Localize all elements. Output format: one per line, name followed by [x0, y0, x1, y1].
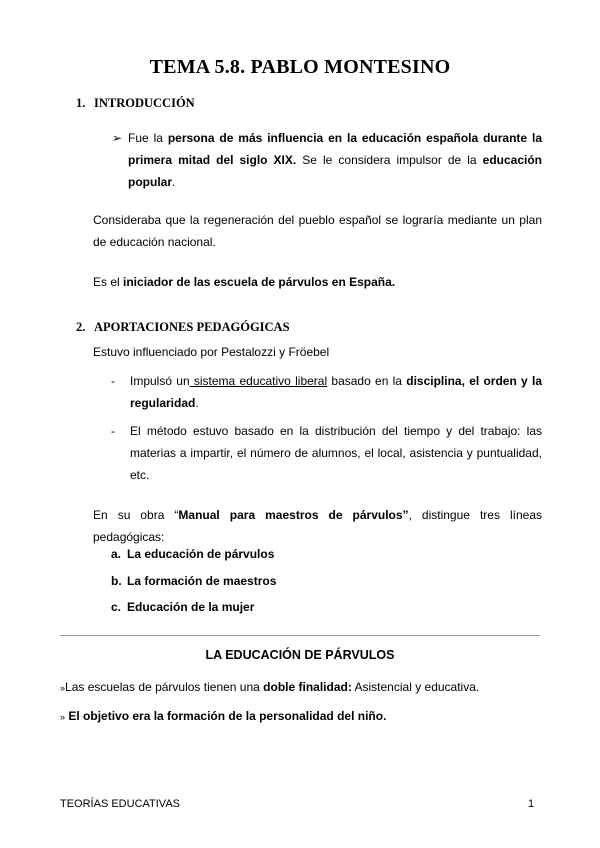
- list-item: Impulsó un sistema educativo liberal basado en la disciplina, el orden y la regularidad.: [130, 374, 542, 410]
- section-1-number: 1.: [76, 96, 86, 110]
- intro-paragraph: Consideraba que la regeneración del pueblo español se lograría mediante un plan de educación nacional.: [93, 213, 542, 249]
- section-2-heading: [76, 320, 290, 335]
- section-divider: [60, 635, 540, 636]
- iniciador-paragraph: Es el iniciador de las escuela de párvulos en España.: [93, 275, 396, 289]
- pedagogical-line: b. La formación de maestros: [111, 574, 277, 588]
- objetivo-line: » El objetivo era la formación de la personalidad del niño.: [60, 709, 387, 723]
- pedagogical-line: a. La educación de párvulos: [111, 547, 275, 561]
- finalidad-line: »Las escuelas de párvulos tienen una doble finalidad: Asistencial y educativa.: [60, 680, 480, 694]
- page-number: 1: [528, 798, 535, 810]
- list-item: El método estuvo basado en la distribución del tiempo y del trabajo: las materias a impartir, el número de alumnos, el local, asistencia y puntualidad, etc.: [130, 424, 542, 482]
- section-2-title: APORTACIONES PEDAGÓGICAS: [94, 320, 290, 334]
- dash-bullet: -: [111, 374, 115, 388]
- page-title: TEMA 5.8. PABLO MONTESINO: [149, 56, 451, 78]
- intro-bullet-text: Fue la persona de más influencia en la educación española durante la primera mitad del siglo XIX. Se le considera impulsor de la educación popular.: [128, 131, 542, 189]
- subsection-heading: LA EDUCACIÓN DE PÁRVULOS: [205, 648, 395, 662]
- pedagogical-line: c. Educación de la mujer: [111, 600, 255, 614]
- influence-text: Estuvo influenciado por Pestalozzi y Fröebel: [93, 345, 330, 359]
- section-1-title: INTRODUCCIÓN: [94, 96, 195, 110]
- footer-title: TEORÍAS EDUCATIVAS: [60, 798, 181, 810]
- arrow-bullet-icon: ➢: [112, 131, 123, 145]
- section-1-heading: [76, 96, 195, 111]
- dash-bullet: -: [111, 424, 115, 438]
- intro-emphasis-2: educación popular: [128, 153, 542, 189]
- section-2-number: 2.: [76, 320, 86, 334]
- guillemet-marker: »: [60, 712, 66, 722]
- intro-emphasis: persona de más influencia en la educación española durante la primera mitad del siglo XIX.: [128, 131, 542, 167]
- obra-paragraph: En su obra “Manual para maestros de párvulos”, distingue tres líneas pedagógicas:: [93, 508, 543, 544]
- guillemet-marker: »: [60, 683, 66, 693]
